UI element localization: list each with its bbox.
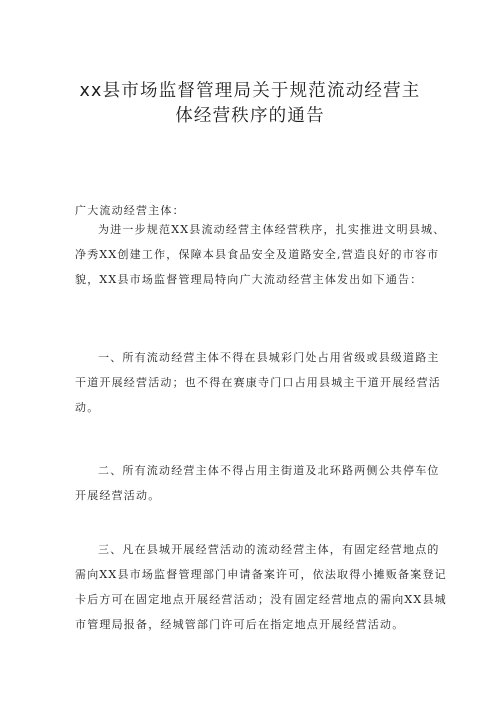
document-title-line-2: 体经营秩序的通告 [175,106,325,126]
paragraph-item-1 [75,345,440,420]
paragraph-line: 干道开展经营活动；也不得在赛康寺门口占用县城主干道开展经营活 [75,376,441,389]
paragraph-line: 市管理局报备，经城管部门许可后在指定地点开展经营活动。 [75,618,405,631]
paragraph-line: 卡后方可在固定地点开展经营活动；没有固定经营地点的需向XX县城 [75,593,447,606]
paragraph-line: 净秀XX创建工作，保障本县食品安全及道路安全,营造良好的市容市 [75,248,440,261]
document-title-line-1: xx县市场监督管理局关于规范流动经营主 [79,81,421,101]
salutation-text: 广大流动经营主体： [75,204,185,217]
paragraph-line: 动。 [75,401,100,414]
paragraph-line: 貌，XX县市场监督管理局特向广大流动经营主体发出如下通告： [75,273,423,286]
paragraph-line: 需向XX县市场监督管理部门申请备案许可，依法取得小摊贩备案登记 [75,568,447,581]
paragraph-line: 为进一步规范XX县流动经营主体经营秩序，扎实推进文明县城、 [98,223,446,236]
paragraph-line: 一、所有流动经营主体不得在县城彩门处占用省级或县级道路主 [98,351,440,364]
paragraph-line: 二、所有流动经营主体不得占用主街道及北环路两侧公共停车位 [98,464,440,477]
paragraph-line: 开展经营活动。 [75,489,161,502]
paragraph-item-3 [75,537,447,637]
paragraph-intro [75,217,446,292]
paragraph-line: 三、凡在县城开展经营活动的流动经营主体，有固定经营地点的 [98,543,440,556]
paragraph-item-2 [75,458,440,508]
